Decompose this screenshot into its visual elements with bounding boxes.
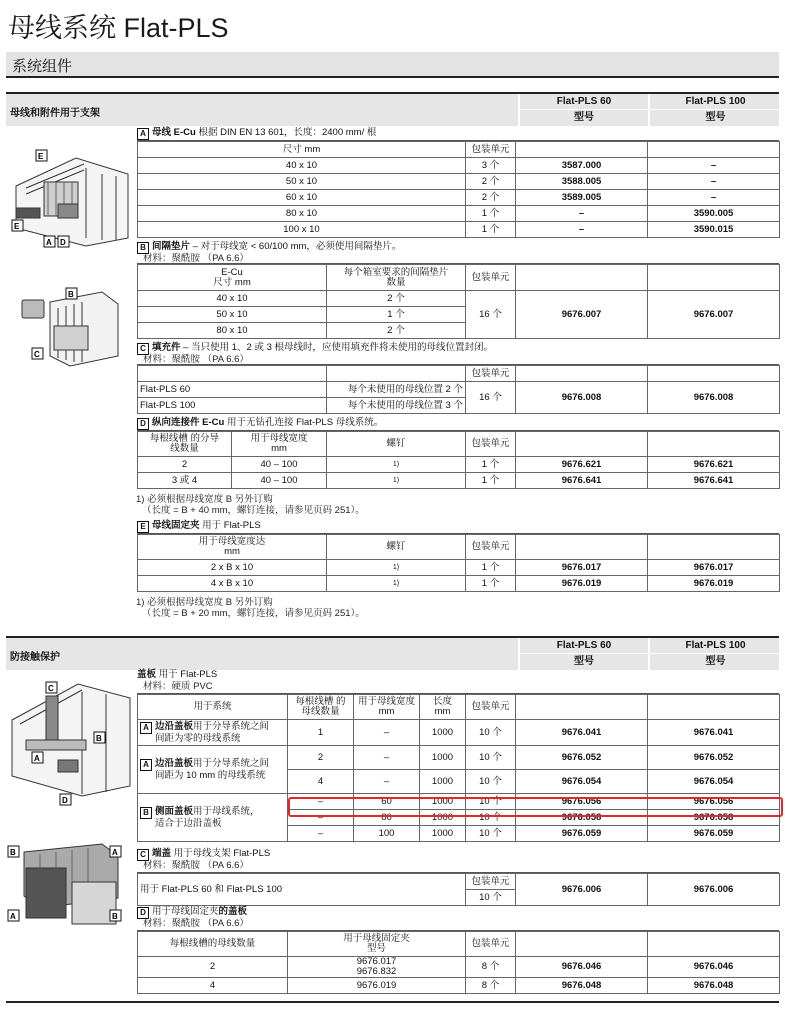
column-flat-pls-60: Flat-PLS 60 型号	[518, 94, 648, 126]
table-row: 100 x 10 1 个 – 3590.015	[138, 222, 780, 238]
cover-illustration	[6, 676, 134, 808]
subtitle: 系统组件	[12, 58, 73, 75]
highlight-box	[288, 797, 783, 817]
connector-table: 每根线槽 的分导 线数量 用于母线宽度 mm 螺钉 包装单元 2 40 – 100 1) 1 个 9676.621 9676.621 3 或 4 40 – 100 1) 1 个 9676.641 9676.641	[137, 431, 780, 489]
section-e-clip: E 母线固定夹 用于 Flat-PLS 用于母线宽度达 mm 螺钉 包装单元 2 x B x 10 1) 1 个 9676.017 9676.017 4 x B x 10 1) 1 个 9676.019 9676.019	[137, 519, 779, 592]
busbar-support-illustration	[6, 128, 134, 248]
clip-table: 用于母线宽度达 mm 螺钉 包装单元 2 x B x 10 1) 1 个 9676.017 9676.017 4 x B x 10 1) 1 个 9676.019 9676.019	[137, 534, 780, 592]
label-a: A	[34, 754, 40, 763]
filler-table: 包装单元 Flat-PLS 60 每个未使用的母线位置 2 个 16 个 9676.008 9676.008 Flat-PLS 100 每个未使用的母线位置 3 个	[137, 365, 780, 414]
label-e-2: E	[14, 222, 20, 231]
label-d: D	[62, 796, 68, 805]
busbar-table: 尺寸 mm 包装单元 40 x 10 3 个 3587.000 – 50 x 10 2 个 3588.005 – 60 x 10 2 个 3589.005 – 80 x 10 1 个 – 3590.005 100 x 10 1 个 – 3590.015	[137, 141, 780, 238]
label-b: B	[96, 734, 102, 743]
table-row: 40 x 10 2 个 16 个 9676.007 9676.007	[138, 291, 780, 307]
section-cover: 盖板 用于 Flat-PLS 材料：硬质 PVC 用于系统 每根线槽 的 母线数量 用于母线宽度 mm 长度 mm 包装单元 A 边沿盖板用于分导系统之间 间距为零的母线系统 1 – 1000 10 个 9676.041 9676.041 A 边沿盖板用于分导系统之间 间距为 10 mm 的母线系统 2 – 1000 10 个 9676.052 9676.052 4 – 1000 10 个 9676.054 9676.054 B 侧面盖板用于母线系统， 适合于边沿盖板 – 60 1000 10 个 9676.056 9676.056 – 80 1000 10 个 9676.058 9676.058 – 100 1000 10 个 9676.059 9676.059	[137, 669, 779, 842]
table-row: 40 x 10 3 个 3587.000 –	[138, 158, 780, 174]
table-row: A 边沿盖板用于分导系统之间 间距为 10 mm 的母线系统 2 – 1000 10 个 9676.052 9676.052	[138, 746, 780, 770]
label-c: C	[34, 350, 40, 359]
endcap-table: 用于 Flat-PLS 60 和 Flat-PLS 100 包装单元 9676.006 9676.006 10 个	[137, 873, 780, 906]
column-flat-pls-100: Flat-PLS 100 型号	[648, 638, 781, 670]
footnote-d: 1) 必须根据母线宽度 B 另外订购 （长度 = B + 40 mm，螺钉连接，请参见页码 251）。	[136, 494, 365, 516]
label-a: A	[10, 912, 16, 921]
table-row: 3 或 4 40 – 100 1) 1 个 9676.641 9676.641	[138, 473, 780, 489]
badge-d: D	[137, 418, 149, 430]
badge-e: E	[137, 521, 149, 533]
label-e-1: E	[38, 152, 44, 161]
table-row: 80 x 10 1 个 – 3590.005	[138, 206, 780, 222]
table-row: 60 x 10 2 个 3589.005 –	[138, 190, 780, 206]
section-a-busbar: A 母线 E-Cu 根据 DIN EN 13 601，长度：2400 mm/ 根 尺寸 mm 包装单元 40 x 10 3 个 3587.000 – 50 x 10 2 个 3588.005 – 60 x 10 2 个 3589.005 – 80 x 10 1 个 – 3590.005 100 x 10 1 个 – 3590.015	[137, 126, 779, 238]
subtitle-bar	[6, 52, 779, 78]
badge-a: A	[137, 128, 149, 140]
column-flat-pls-60: Flat-PLS 60 型号	[518, 638, 648, 670]
label-b: B	[112, 912, 118, 921]
column-flat-pls-100: Flat-PLS 100 型号	[648, 94, 781, 126]
label-b: B	[10, 848, 16, 857]
spacer-table: E-Cu 尺寸 mm 每个箱室要求的间隔垫片 数量 包装单元 40 x 10 2 个 16 个 9676.007 9676.007 50 x 10 1 个 80 x 10 2 个	[137, 264, 780, 339]
label-c: C	[48, 684, 54, 693]
table-row: 2 9676.017 9676.832 8 个 9676.046 9676.046	[138, 957, 780, 978]
table-row: 80 x 10 2 个	[138, 323, 780, 339]
table-row: 10 个	[138, 890, 780, 906]
table-row: 4 x B x 10 1) 1 个 9676.019 9676.019	[138, 576, 780, 592]
page-title: 母线系统 Flat-PLS	[8, 13, 229, 43]
table-row: 2 40 – 100 1) 1 个 9676.621 9676.621	[138, 457, 780, 473]
section-heading: 防接触保护	[10, 652, 60, 663]
table-row-highlighted: B 侧面盖板用于母线系统， 适合于边沿盖板 – 60 1000 10 个 9676.056 9676.056	[138, 794, 780, 810]
section-endcap: C 端盖 用于母线支架 Flat-PLS 材料：聚酰胺 （PA 6.6） 用于 Flat-PLS 60 和 Flat-PLS 100 包装单元 9676.006 9676.006 10 个	[137, 848, 779, 906]
clip-cover-table: 每根线槽的母线数量 用于母线固定夹 型号 包装单元 2 9676.017 9676.832 8 个 9676.046 9676.046 4 9676.019 8 个 9676.048 9676.048	[137, 931, 780, 994]
label-b: B	[68, 290, 74, 299]
badge-c: C	[137, 343, 149, 355]
table-row: Flat-PLS 60 每个未使用的母线位置 2 个 16 个 9676.008 9676.008	[138, 382, 780, 398]
label-a: A	[112, 848, 118, 857]
label-d: D	[60, 238, 66, 247]
table-row: 4 – 1000 10 个 9676.054 9676.054	[138, 770, 780, 794]
section-c-filler: C 填充件 – 当只使用 1、2 或 3 根母线时，应使用填充件将未使用的母线位置封闭。 材料：聚酰胺 （PA 6.6） 包装单元 Flat-PLS 60 每个未使用的母线位置 2 个 16 个 9676.008 9676.008 Flat-PLS 100 每个未使用的母线位置 3 个	[137, 342, 779, 414]
badge-b: B	[137, 242, 149, 254]
table-row: 2 x B x 10 1) 1 个 9676.017 9676.017	[138, 560, 780, 576]
table-row: 50 x 10 1 个	[138, 307, 780, 323]
spacer-illustration	[14, 286, 134, 378]
label-a: A	[46, 238, 52, 247]
table-row: – 80 1000 10 个 9676.058 9676.058	[138, 810, 780, 826]
table-row: Flat-PLS 100 每个未使用的母线位置 3 个	[138, 398, 780, 414]
section-header-protection	[6, 636, 779, 670]
section-d-connector: D 纵向连接件 E-Cu 用于无钻孔连接 Flat-PLS 母线系统。 每根线槽 的分导 线数量 用于母线宽度 mm 螺钉 包装单元 2 40 – 100 1) 1 个 9676.621 9676.621 3 或 4 40 – 100 1) 1 个 9676.641 9676.641	[137, 416, 779, 489]
table-row: A 边沿盖板用于分导系统之间 间距为零的母线系统 1 – 1000 10 个 9676.041 9676.041	[138, 720, 780, 746]
section-heading: 母线和附件用于支架	[10, 108, 100, 119]
section-b-spacer: B 间隔垫片 – 对于母线宽 < 60/100 mm，必须使用间隔垫片。 材料：聚酰胺 （PA 6.6） E-Cu 尺寸 mm 每个箱室要求的间隔垫片 数量 包装单元 40 x 10 2 个 16 个 9676.007 9676.007 50 x 10 1 个 80 x 10 2 个	[137, 241, 779, 339]
side-cover-illustration	[6, 838, 134, 930]
section-header-busbars	[6, 92, 779, 126]
table-row: – 100 1000 10 个 9676.059 9676.059	[138, 826, 780, 842]
section-clip-cover: D 用于母线固定夹的盖板 材料：聚酰胺 （PA 6.6） 每根线槽的母线数量 用于母线固定夹 型号 包装单元 2 9676.017 9676.832 8 个 9676.046 9676.046 4 9676.019 8 个 9676.048 9676.048	[137, 906, 779, 994]
footnote-e: 1) 必须根据母线宽度 B 另外订购 （长度 = B + 20 mm，螺钉连接，请参见页码 251）。	[136, 597, 365, 619]
bottom-rule	[6, 1001, 779, 1003]
cover-table: 用于系统 每根线槽 的 母线数量 用于母线宽度 mm 长度 mm 包装单元 A 边沿盖板用于分导系统之间 间距为零的母线系统 1 – 1000 10 个 9676.041 9676.041 A 边沿盖板用于分导系统之间 间距为 10 mm 的母线系统 2 – 1000 10 个 9676.052 9676.052 4 – 1000 10 个 9676.054 9676.054 B 侧面盖板用于母线系统， 适合于边沿盖板 – 60 1000 10 个 9676.056 9676.056 – 80 1000 10 个 9676.058 9676.058 – 100 1000 10 个 9676.059 9676.059	[137, 694, 780, 842]
table-row: 4 9676.019 8 个 9676.048 9676.048	[138, 978, 780, 994]
table-row: 50 x 10 2 个 3588.005 –	[138, 174, 780, 190]
